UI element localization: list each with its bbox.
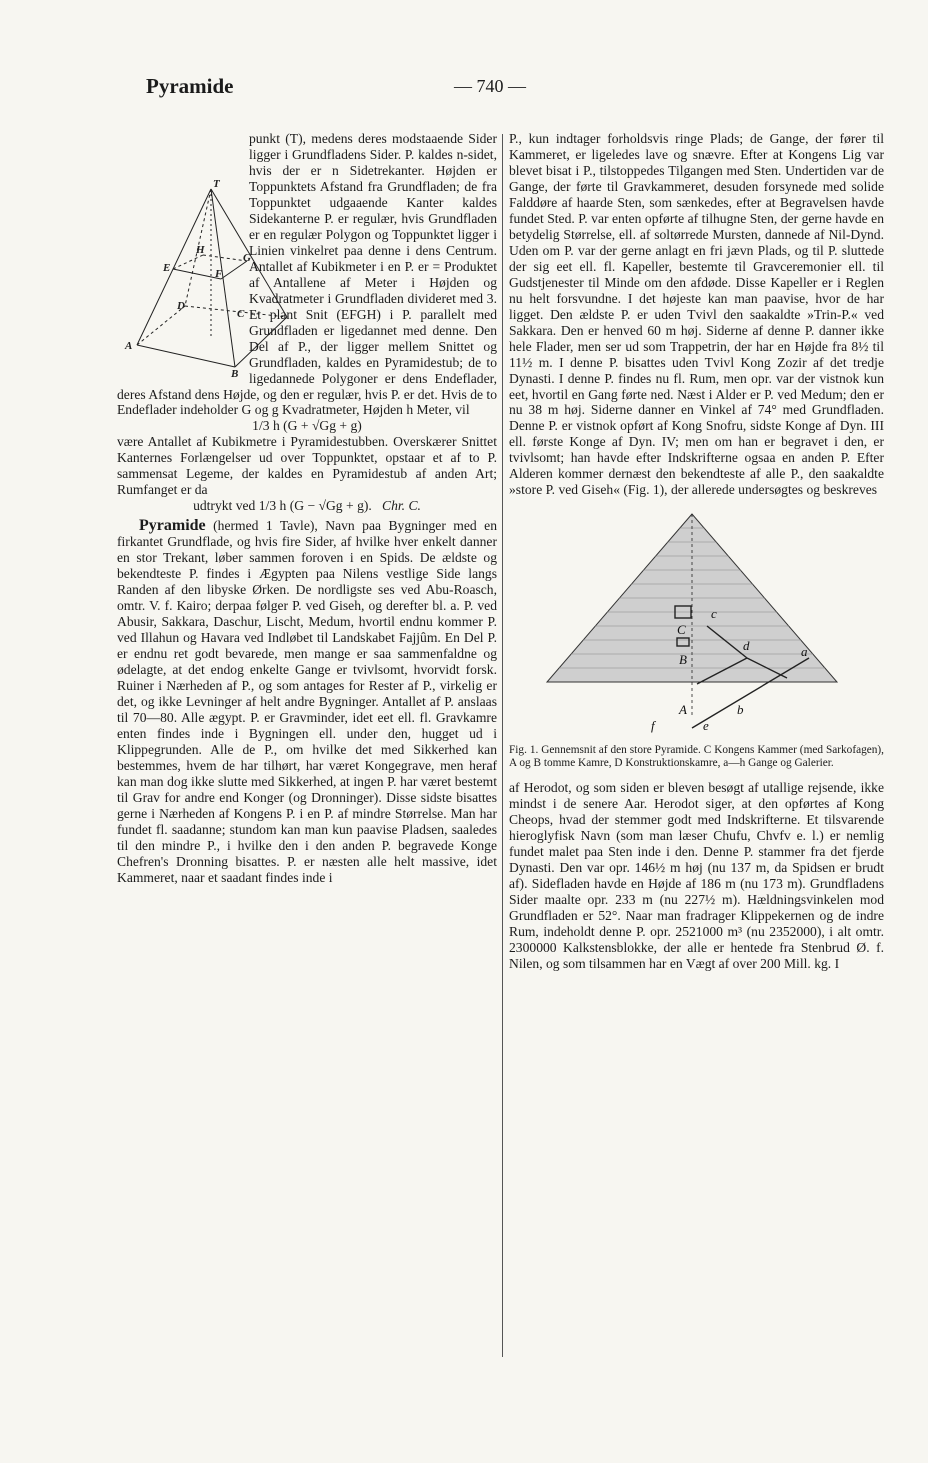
fig-label-d: d xyxy=(742,638,749,654)
running-title: Pyramide xyxy=(146,74,234,98)
label-B: B xyxy=(231,368,239,380)
label-F: F xyxy=(215,268,223,280)
middle-paragraph: være Antallet af Kubikmetre i Pyramidestubben. Overskærer Snittet Kanternes Forlængelser ud over Toppunktet, opstaar et af to P. sammensat Legeme, der kaldes en Pyramidestub af anden Art; Rumfanget er da xyxy=(117,434,497,498)
entry-paragraph xyxy=(117,518,497,885)
right-column xyxy=(509,131,884,972)
left-column xyxy=(117,131,497,886)
formula-second-kind: udtrykt ved 1/3 h (G − √Gg + g). Chr. C. xyxy=(193,498,421,514)
column-divider xyxy=(502,134,503,1357)
fig-label-B: B xyxy=(678,652,687,668)
fig-label-A: A xyxy=(678,702,687,718)
great-pyramid-section-figure xyxy=(547,508,847,738)
fig-label-c: c xyxy=(710,606,717,622)
page-number: — 740 — xyxy=(454,76,526,96)
pyramid-figure xyxy=(115,131,251,380)
page-header xyxy=(146,74,886,104)
fig-label-e: e xyxy=(702,718,709,734)
author-signature: Chr. C. xyxy=(382,498,421,514)
formula-stub: 1/3 h (G + √Gg + g) xyxy=(252,418,362,434)
fig-label-b: b xyxy=(736,702,743,718)
entry-text: (hermed 1 Tavle), Navn paa Bygninger med en firkantet Grundflade, og hvis fire Sider, af hvilke hver enkelt danner en stor Trekant, løber sammen foroven i en Spids. De ældste og bekendteste P. findes i Ægypten paa Nilens vestlige Side langs Randen af den libyske Ørken. De nordligste ses ved Abu-Roasch, omtr. V. f. Kairo; derpaa følger P. ved Giseh, og derefter bl. a. P. ved Abusir, Sakkara, Daschur, Lischt, Medum, hvortil endnu kommer P. ved Illahun og Havara ved Indløbet til Landskabet Fajjûm. En Del P. er endnu ret godt bevarede, men mange er saa sammenfaldne og ødelagte, at det endog enkelte Gange er tvivlsomt, hvorvidt forsk. Ruiner i Nærheden af P., og som antages for Rester af P., virkelig er det, og ikke Levninger af helt andre Bygninger. Antallet af P. anslaas til 70—80. Alle ægypt. P. er Gravminder, idet eet ell. fl. Gravkamre enten findes inde i Bygningen ell. under den, hugget ud i Klippegrunden. Alle de P., om hvilke det med Sikkerhed kan bestemmes, hvem de har tilhørt, har været Kongegrave, men heraf kan man dog ikke slutte med Sikkerhed, at ingen P. har været bestemt til Grav for andre end Konger (og Dronninger). Disse sidste bisattes gerne i Nærheden af Kongens P. i en P. af mindre Størrelse. Man har fundet fl. saadanne; stundom kan man kun paavise Pladsen, saaledes til den mindre P., i hvilke den i den anden P. begravede Konge Chefren's Dronning bisattes. P. er næsten alle helt massive, idet Kammeret, naar et saadant findes inde i xyxy=(117,518,498,885)
label-A: A xyxy=(125,340,133,352)
intro-paragraph: punkt (T), medens deres modstaaende Sider ligger i Grundfladens Sider. P. kaldes n-sidet, hvis der er n Sidetrekanter. Højden er Toppunktets Afstand fra Grundfladen; de fra Toppunktet udgaaende Kanter kaldes Sidekanterne P. er regulær, hvis Grundfladen er en regulær Polygon og Toppunktet ligger i Linien vinkelret paa denne i dens Centrum. Antallet af Kubikmeter i en P. er = Produktet af Antallene af Meter i Højden og Kvadratmeter i Grundfladen divideret med 3. Et plant Snit (EFGH) i P. parallelt med Grundfladen er ligedannet med denne. Den Del af P., der ligger mellem Snittet og Grundfladen, kaldes en Pyramidestub; de to ligedannede Polygoner er dens Endeflader, deres Afstand dens Højde, og den er regulær, hvis P. er det. Hvis de to Endeflader indeholder G og g Kvadratmeter, Højden h Meter, vil xyxy=(117,131,498,418)
figure-caption: Fig. 1. Gennemsnit af den store Pyramide. C Kongens Kammer (med Sarkofagen), A og B tomme Kamre, D Konstruktionskamre, a—h Gange og Galerier. xyxy=(509,744,884,770)
label-T: T xyxy=(213,178,220,190)
label-G: G xyxy=(243,252,251,264)
label-D: D xyxy=(177,300,185,312)
label-C: C xyxy=(237,308,245,320)
label-E: E xyxy=(163,262,171,274)
fig-label-a: a xyxy=(800,644,807,660)
fig-label-f: f xyxy=(650,718,655,734)
right-paragraph-2: af Herodot, og som siden er bleven besøgt af utallige rejsende, ikke mindst i de senere Aar. Herodot siger, at den opførtes af Kong Cheops, hvad der stemmer godt med Indskrifterne. Et tilsvarende hieroglyfisk Navn (som man læser Chufu, Chvfv e. l.) er nemlig fundet malet paa Sten inde i den. Denne P. stammer fra det fjerde Dynasti. Den var opr. 146½ m høj (nu 137 m, da Spidsen er brudt af). Sidefladen havde en Højde af 186 m (nu 173 m). Grundfladens Sider maalte opr. 233 m (nu 227½ m). Hældningsvinkelen mod Grundfladen er 52°. Naar man fradrager Klippekernen og de indre Rum, indeholdt denne P. opr. 2521000 m³ (nu 2352000), i alt omtr. 2300000 Kalkstensblokke, der alle er hentede fra Stenbrud Ø. f. Nilen, og som tilsammen har en Vægt af over 200 Mill. kg. I xyxy=(509,780,884,971)
label-H: H xyxy=(196,244,205,256)
entry-headword: Pyramide xyxy=(139,517,206,535)
right-paragraph-1: P., kun indtager forholdsvis ringe Plads; de Gange, der fører til Kammeret, er ligeledes lave og snævre. Efter at Kongens Lig var blevet bisat i P., tilstoppedes Tilgangen med Sten. Undertiden var de Gange, der førte til Gravkammeret, desuden forsynede med solide Falddøre af haarde Sten, som sænkedes, efter at Begravelsen havde fundet Sted. P. var enten opførte af tilhugne Sten, der gerne havde en betydelig Størrelse, ell. af soltørrede Mursten, dannede af Nil-Dynd. Uden om P. var der gerne anlagt en fri jævn Plads, og til P. sluttede der sig eet ell. fl. Kapeller, bestemte til Gravceremonier ell. til Gudstjenester til Minde om den afdøde. Disse Kapeller er i Reglen nu helt forsvundne. I det højeste kan man paavise, hvor de har ligget. Den ældste P. er uden Tvivl den saakaldte »Trin-P.« ved Sakkara. Den er henved 60 m høj. Siderne af denne P. danner ikke hele Flader, men ser ud som Trappetrin, der har en Højde fra 8½ til 11½ m. I denne P. bisattes uden Tvivl Kong Zozir af det tredje Dynasti. I denne P. findes nu fl. Rum, men opr. var der vistnok kun eet, hvortil en Gang førte ned. Næst i Alder er P. ved Medum; den er nu 38 m høj. Siderne danner en Vinkel af 74° med Grundfladen. Denne P. er vistnok opført af Kong Snofru, sidste Konge af Dyn. III ell. første Konge af Dyn. IV; men om han er begravet i den, er tvivlsomt; han havde efter Indskrifterne ogsaa en anden P. Efter Alderen kommer dernæst den bekendteste af alle P., den saakaldte »store P. ved Giseh« (Fig. 1), der allerede undersøgtes og beskreves xyxy=(509,131,884,498)
fig-label-C: C xyxy=(676,622,686,638)
